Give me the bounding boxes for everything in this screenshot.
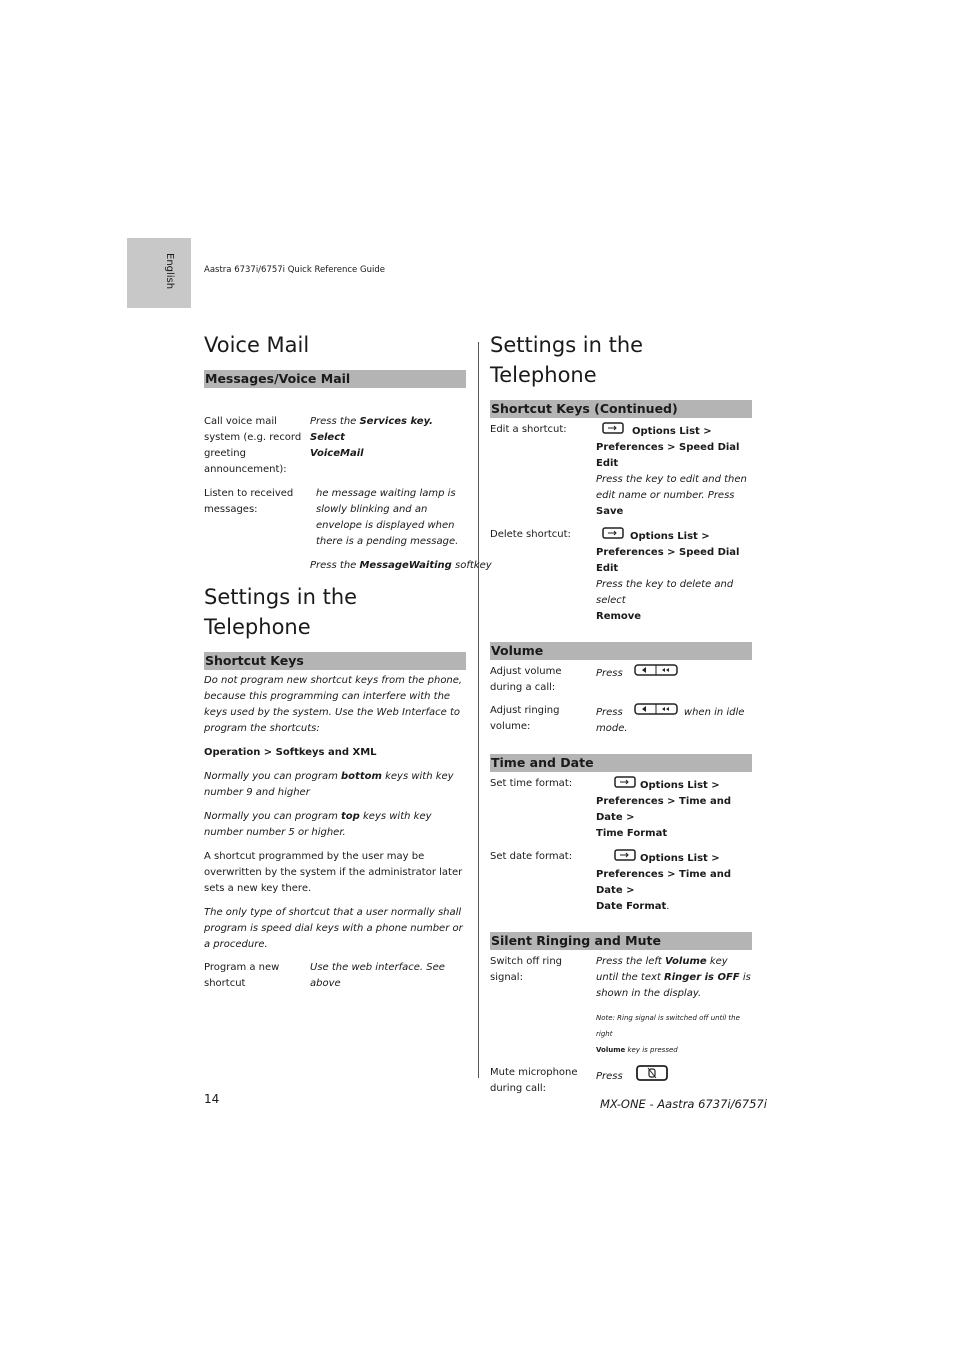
guide-title: Aastra 6737i/6757i Quick Reference Guide	[204, 265, 385, 275]
language-tab	[127, 238, 191, 308]
volume-key-icon	[634, 664, 678, 682]
adjust-call-volume-label: Adjust volume during a call:	[490, 666, 562, 693]
column-divider	[478, 342, 479, 1078]
adjust-ring-volume-value: Press when in idle mode.	[596, 703, 752, 737]
listen-label: Listen to received messages:	[204, 488, 294, 515]
options-key-icon	[614, 776, 636, 794]
overwrite-note: A shortcut programmed by the user may be overwritten by the system if the administrator later sets a new key there.	[204, 851, 463, 894]
mute-value: Press	[596, 1065, 752, 1097]
shortcut-keys-bar: Shortcut Keys	[204, 652, 466, 670]
adjust-ring-volume-row	[490, 703, 752, 737]
page-number: 14	[204, 1092, 220, 1106]
volume-key-icon	[634, 703, 678, 721]
only-type-note: The only type of shortcut that a user normally shall program is speed dial keys with a phone number or a procedure.	[204, 907, 463, 950]
operation-path: Operation > Softkeys and XML	[204, 747, 377, 758]
time-date-bar: Time and Date	[490, 754, 752, 772]
switch-off-ring-value: Press the left Volume key until the text Ringer is OFF is shown in the display.	[596, 956, 751, 999]
delete-shortcut-row	[490, 527, 752, 625]
shortcut-warning: Do not program new shortcut keys from the phone, because this programming can interfere with the keys used by the system. Use the Web Interface to program the shortcuts:	[204, 675, 463, 734]
adjust-call-volume-row	[490, 664, 752, 696]
edit-shortcut-row	[490, 422, 752, 520]
settings-heading-right: Settings in the Telephone	[490, 333, 644, 387]
bottom-keys-note: Normally you can program bottom keys with key number 9 and higher	[204, 771, 454, 798]
set-date-row	[490, 849, 752, 915]
options-key-icon	[614, 849, 636, 867]
program-shortcut-row	[204, 960, 466, 992]
mute-key-icon	[636, 1065, 668, 1087]
edit-shortcut-value: Options List > Preferences > Speed Dial Edit Press the key to edit and then edit name or number. Press Save	[596, 422, 752, 520]
settings-heading-left: Settings in the Telephone	[204, 585, 358, 639]
mute-row	[490, 1065, 752, 1097]
call-voicemail-value: Press the Services key. Select VoiceMail	[310, 416, 433, 459]
voice-mail-heading: Voice Mail	[204, 333, 310, 357]
call-voicemail-label: Call voice mail system (e.g. record greeting announcement):	[204, 416, 302, 475]
switch-off-ring-label: Switch off ring signal:	[490, 956, 563, 983]
volume-bar: Volume	[490, 642, 752, 660]
set-time-value: Options List > Preferences > Time and Date > Time Format	[596, 776, 752, 842]
set-date-label: Set date format:	[490, 851, 573, 862]
set-time-row	[490, 776, 752, 842]
adjust-ring-volume-label: Adjust ringing volume:	[490, 705, 560, 732]
top-keys-note: Normally you can program top keys with key number number 5 or higher.	[204, 811, 432, 838]
message-waiting-value: Press the MessageWaiting softkey	[310, 560, 492, 571]
edit-shortcut-label: Edit a shortcut:	[490, 424, 567, 435]
footer-title: MX-ONE - Aastra 6737i/6757i	[600, 1097, 767, 1111]
message-waiting-row	[204, 558, 492, 574]
shortcut-continued-bar: Shortcut Keys (Continued)	[490, 400, 752, 418]
options-key-icon	[602, 422, 624, 440]
call-voicemail-row	[204, 414, 466, 478]
language-tab-label: English	[164, 253, 175, 290]
listen-row	[204, 486, 466, 550]
ring-note-row	[490, 1010, 752, 1058]
switch-off-ring-row	[490, 954, 752, 1002]
left-column	[204, 330, 492, 992]
silent-ringing-bar: Silent Ringing and Mute	[490, 932, 752, 950]
ring-note: Note: Ring signal is switched off until the right Volume key is pressed	[596, 1014, 740, 1054]
set-time-label: Set time format:	[490, 778, 573, 789]
messages-bar: Messages/Voice Mail	[204, 370, 466, 388]
adjust-call-volume-value: Press	[596, 664, 752, 696]
delete-shortcut-label: Delete shortcut:	[490, 529, 571, 540]
mute-label: Mute microphone during call:	[490, 1067, 578, 1094]
listen-value: he message waiting lamp is slowly blinking and an envelope is displayed when there is a pending message.	[316, 488, 459, 547]
set-date-value: Options List > Preferences > Time and Date > Date Format.	[596, 849, 752, 915]
program-shortcut-value: Use the web interface. See above	[310, 962, 445, 989]
right-column	[490, 330, 752, 1097]
delete-shortcut-value: Options List > Preferences > Speed Dial Edit Press the key to delete and select Remove	[596, 527, 752, 625]
options-key-icon	[602, 527, 624, 545]
program-shortcut-label: Program a new shortcut	[204, 962, 280, 989]
